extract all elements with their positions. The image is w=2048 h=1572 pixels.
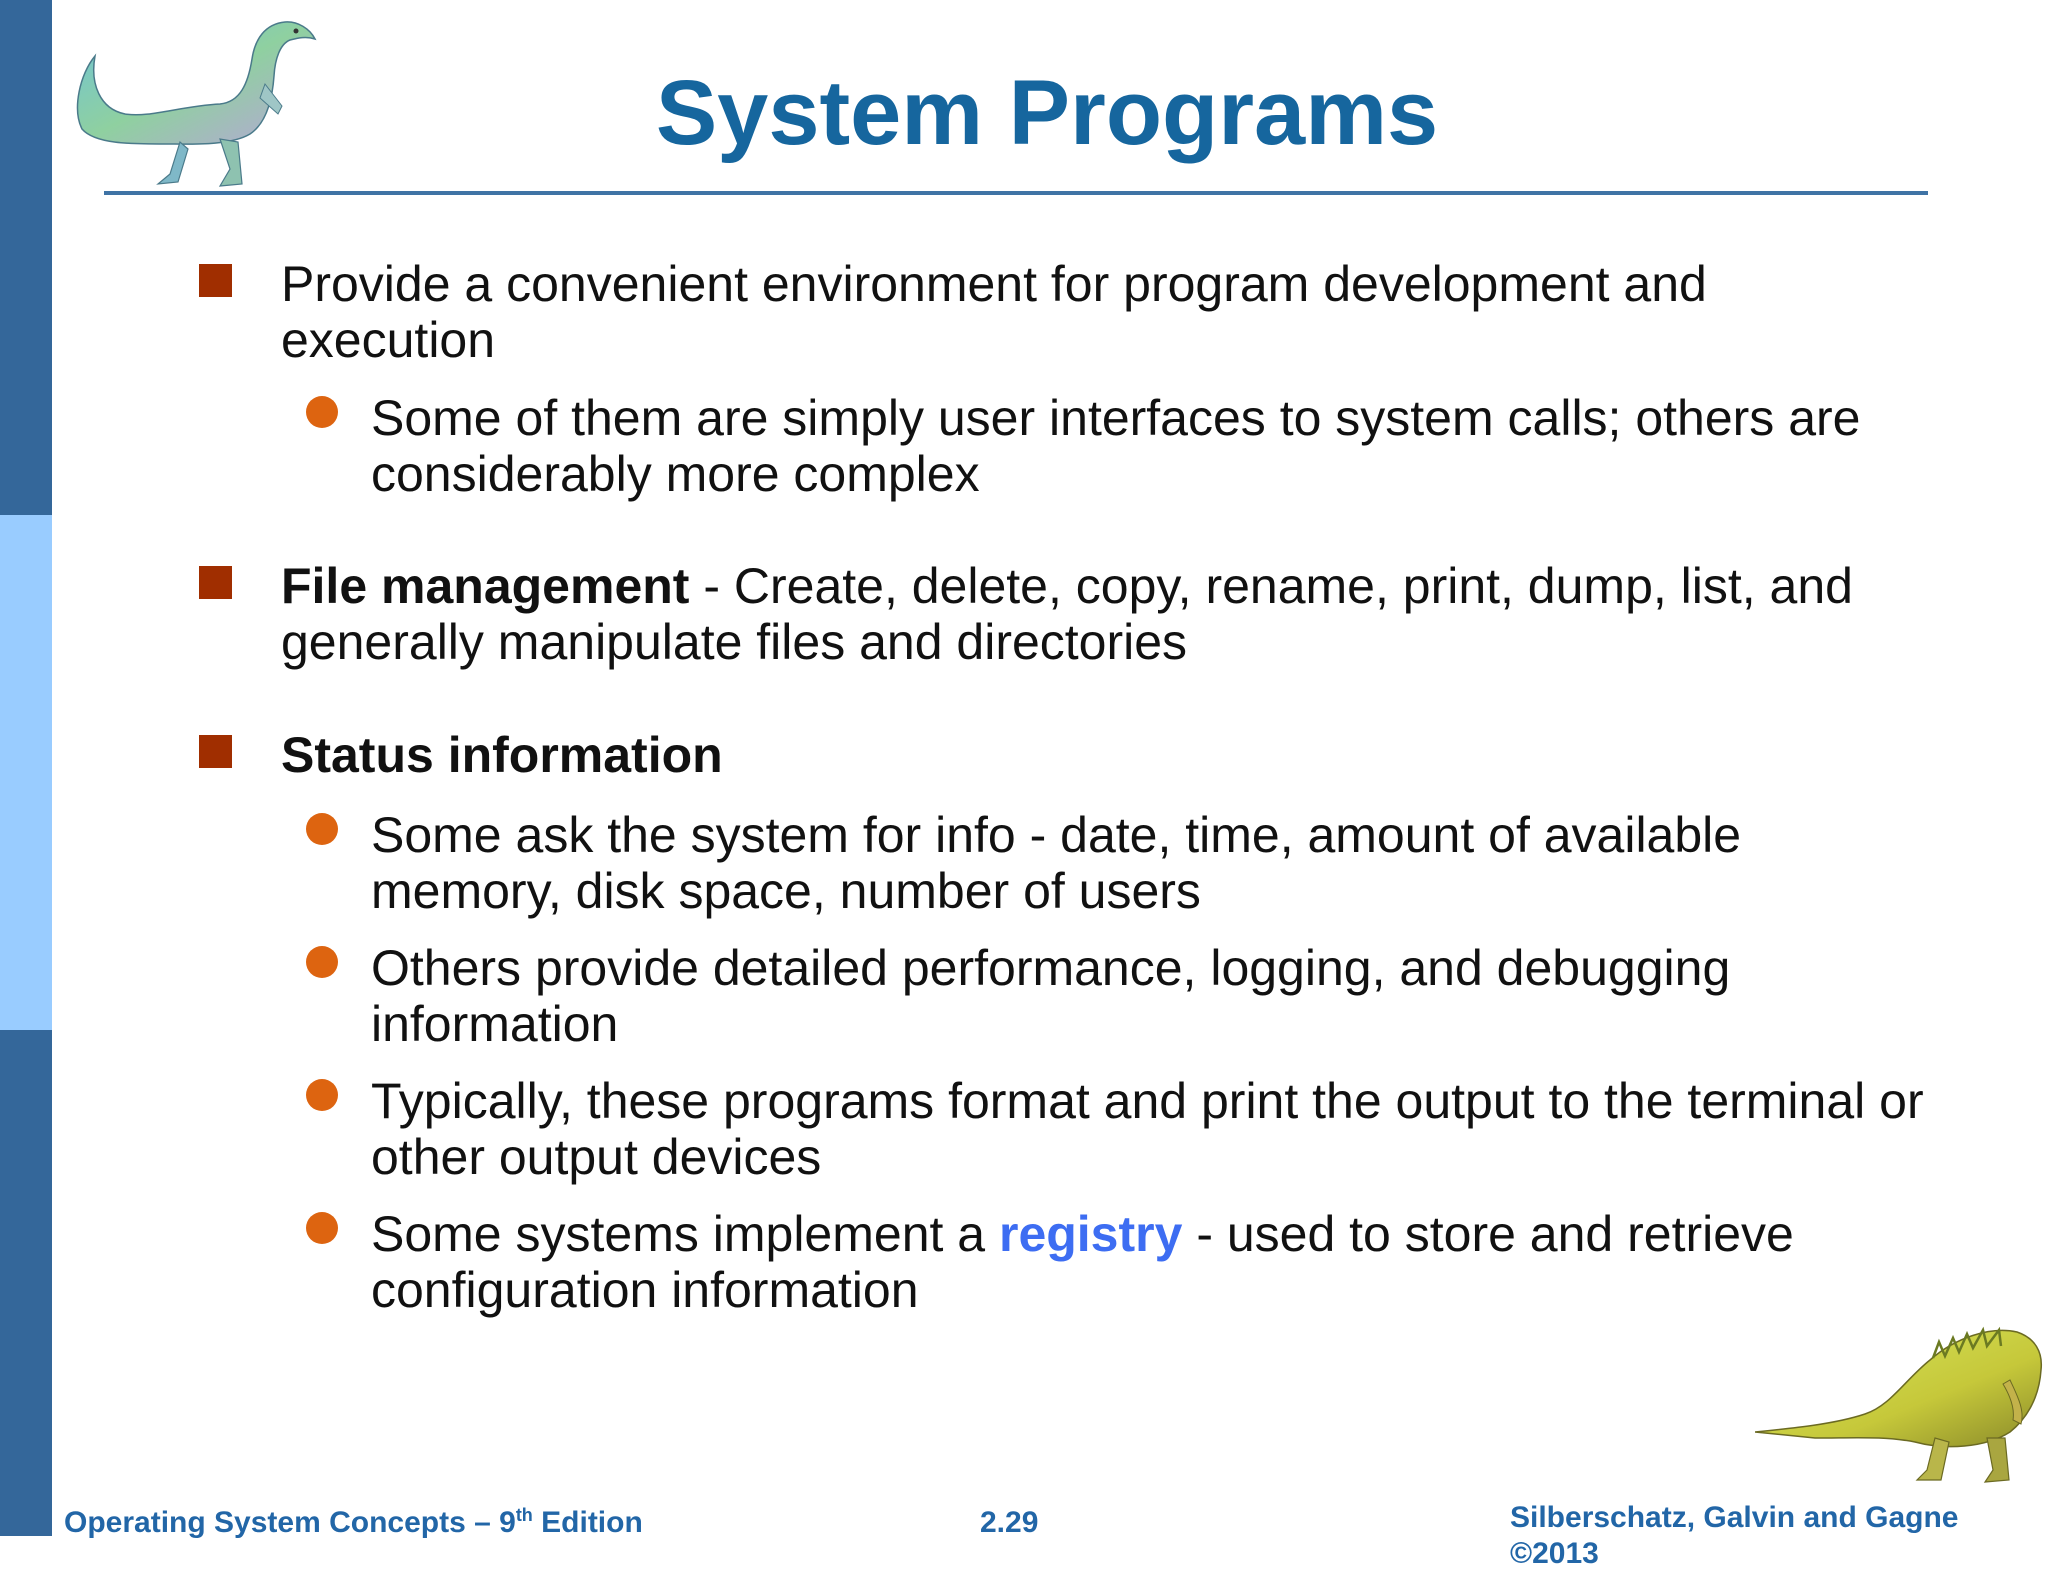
sub-bullet-text: Typically, these programs format and print the output to the terminal or other output devices — [371, 1073, 1924, 1185]
bullet-status-information — [281, 727, 1901, 783]
footer-book-title-suffix: Edition — [532, 1506, 643, 1539]
sub-bullet-output — [371, 1073, 1931, 1185]
square-bullet-icon — [199, 264, 232, 297]
round-bullet-icon — [306, 813, 338, 845]
registry-term: registry — [998, 1206, 1183, 1262]
bullet-text: - Create, delete, copy, rename, print, dump, list, and generally manipulate files and directories — [281, 558, 1853, 670]
sub-bullet-performance — [371, 940, 1931, 1052]
sub-bullet-text: Some ask the system for info - date, time, amount of available memory, disk space, number of users — [371, 807, 1742, 919]
bullet-heading: File management — [281, 558, 690, 614]
sub-bullet-text: - used to store and retrieve configuration information — [371, 1206, 1794, 1318]
sub-bullet-text: Some systems implement a — [371, 1206, 999, 1262]
footer-page-number: 2.29 — [980, 1506, 1039, 1539]
round-bullet-icon — [306, 396, 338, 428]
dinosaur-logo-right — [1755, 1320, 2045, 1485]
bullet-heading: Status information — [281, 727, 723, 783]
sub-bullet-info — [371, 807, 1931, 919]
sub-bullet-registry — [371, 1206, 1931, 1318]
round-bullet-icon — [306, 1212, 338, 1244]
footer-book-title-sup: th — [515, 1505, 533, 1525]
footer-book-title-prefix: Operating System Concepts – 9 — [64, 1506, 516, 1539]
square-bullet-icon — [199, 735, 232, 768]
sub-bullet-text: Some of them are simply user interfaces to system calls; others are considerably more complex — [371, 390, 1861, 502]
bullet-file-management — [281, 558, 1901, 670]
sub-bullet-interfaces — [371, 390, 1931, 502]
bullet-text: Provide a convenient environment for program development and execution — [281, 256, 1707, 368]
round-bullet-icon — [306, 1079, 338, 1111]
slide-title: System Programs — [655, 62, 1439, 164]
bullet-environment — [281, 256, 1901, 368]
round-bullet-icon — [306, 946, 338, 978]
sub-bullet-text: Others provide detailed performance, logging, and debugging information — [371, 940, 1731, 1052]
square-bullet-icon — [199, 566, 232, 599]
footer-copyright: Silberschatz, Galvin and Gagne ©2013 — [1510, 1501, 1959, 1570]
